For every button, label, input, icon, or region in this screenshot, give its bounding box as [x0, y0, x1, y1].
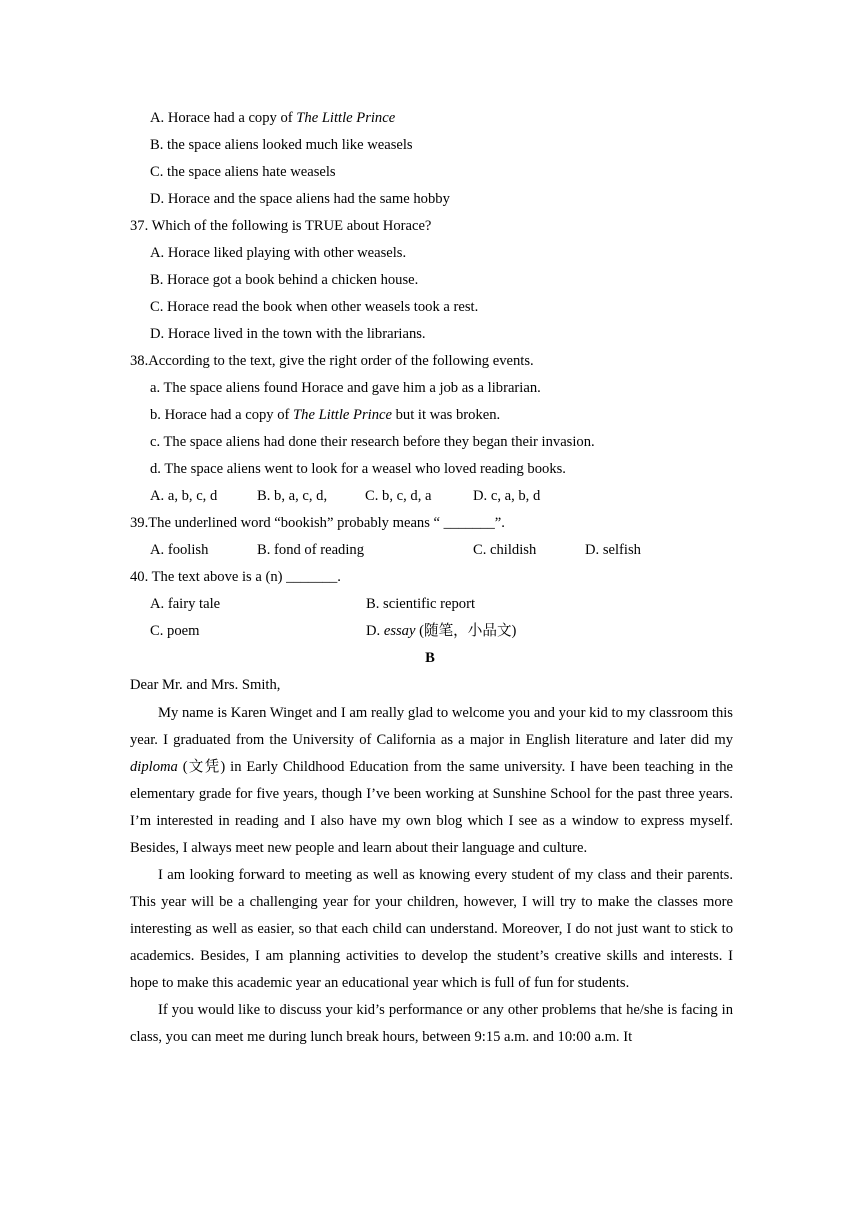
q39-option-b: B. fond of reading [257, 542, 364, 558]
letter-paragraph-1: My name is Karen Winget and I am really glad to welcome you and your kid to my classroom this year. I graduated from the University of California as a major in English literature and later did my diploma (文凭) in Early Childhood Education from the same university. I have been teaching in the elementary grade for five years, though I’ve been working at Sunshine School for the past three years. I’m interested in reading and I also have my own blog which I see as a window to express myself. Besides, I always meet new people and learn about their language and culture. [130, 705, 733, 856]
q39-options [0, 540, 860, 560]
q38-option-a: A. a, b, c, d [150, 488, 218, 504]
q37-stem: 37. Which of the following is TRUE about Horace? [130, 218, 432, 234]
q37-option-b: B. Horace got a book behind a chicken house. [150, 272, 419, 288]
q38-option-d: D. c, a, b, d [473, 488, 541, 504]
letter-paragraph-2: I am looking forward to meeting as well as knowing every student of my class and their parents. This year will be a challenging year for your children, however, I will try to make the classes more interesting as well as easier, so that each child can understand. Moreover, I do not just want to stick to academics. Besides, I am planning activities to develop the student’s creative skills and interests. I hope to make this academic year an educational year which is full of fun for students. [130, 867, 733, 991]
q36-option-a: A. Horace had a copy of The Little Prince [150, 110, 396, 126]
q39-option-c: C. childish [473, 542, 537, 558]
q36-option-b: B. the space aliens looked much like weasels [150, 137, 413, 153]
q40-option-a: A. fairy tale [150, 596, 221, 612]
q40-stem: 40. The text above is a (n) _______. [130, 569, 341, 585]
q38-option-c: C. b, c, d, a [365, 488, 432, 504]
q40-options-row1 [0, 594, 860, 614]
q38-options [0, 486, 860, 506]
q40-option-d: D. essay (随笔，小品文) [366, 623, 517, 639]
q38-option-b: B. b, a, c, d, [257, 488, 328, 504]
q40-option-c: C. poem [150, 623, 200, 639]
q40-option-b: B. scientific report [366, 596, 476, 612]
letter-body [130, 700, 733, 1051]
letter-paragraph-3: If you would like to discuss your kid’s performance or any other problems that he/she is facing in class, you can meet me during lunch break hours, between 9:15 a.m. and 10:00 a.m. It [130, 1002, 733, 1045]
q37-option-c: C. Horace read the book when other weasels took a rest. [150, 299, 479, 315]
q36-option-d: D. Horace and the space aliens had the same hobby [150, 191, 450, 207]
q40-options-row2 [0, 621, 860, 641]
q38-event-c: c. The space aliens had done their research before they began their invasion. [150, 434, 595, 450]
q39-option-a: A. foolish [150, 542, 209, 558]
letter-salutation: Dear Mr. and Mrs. Smith, [130, 677, 281, 693]
q37-option-a: A. Horace liked playing with other weasels. [150, 245, 407, 261]
q39-stem: 39.The underlined word “bookish” probably means “ _______”. [130, 515, 505, 531]
q37-option-d: D. Horace lived in the town with the librarians. [150, 326, 426, 342]
q36-option-c: C. the space aliens hate weasels [150, 164, 336, 180]
q39-option-d: D. selfish [585, 542, 641, 558]
q38-stem: 38.According to the text, give the right order of the following events. [130, 353, 534, 369]
section-heading: B [425, 650, 435, 666]
q38-event-d: d. The space aliens went to look for a weasel who loved reading books. [150, 461, 566, 477]
q38-event-b: b. Horace had a copy of The Little Prince but it was broken. [150, 407, 501, 423]
q38-event-a: a. The space aliens found Horace and gave him a job as a librarian. [150, 380, 541, 396]
